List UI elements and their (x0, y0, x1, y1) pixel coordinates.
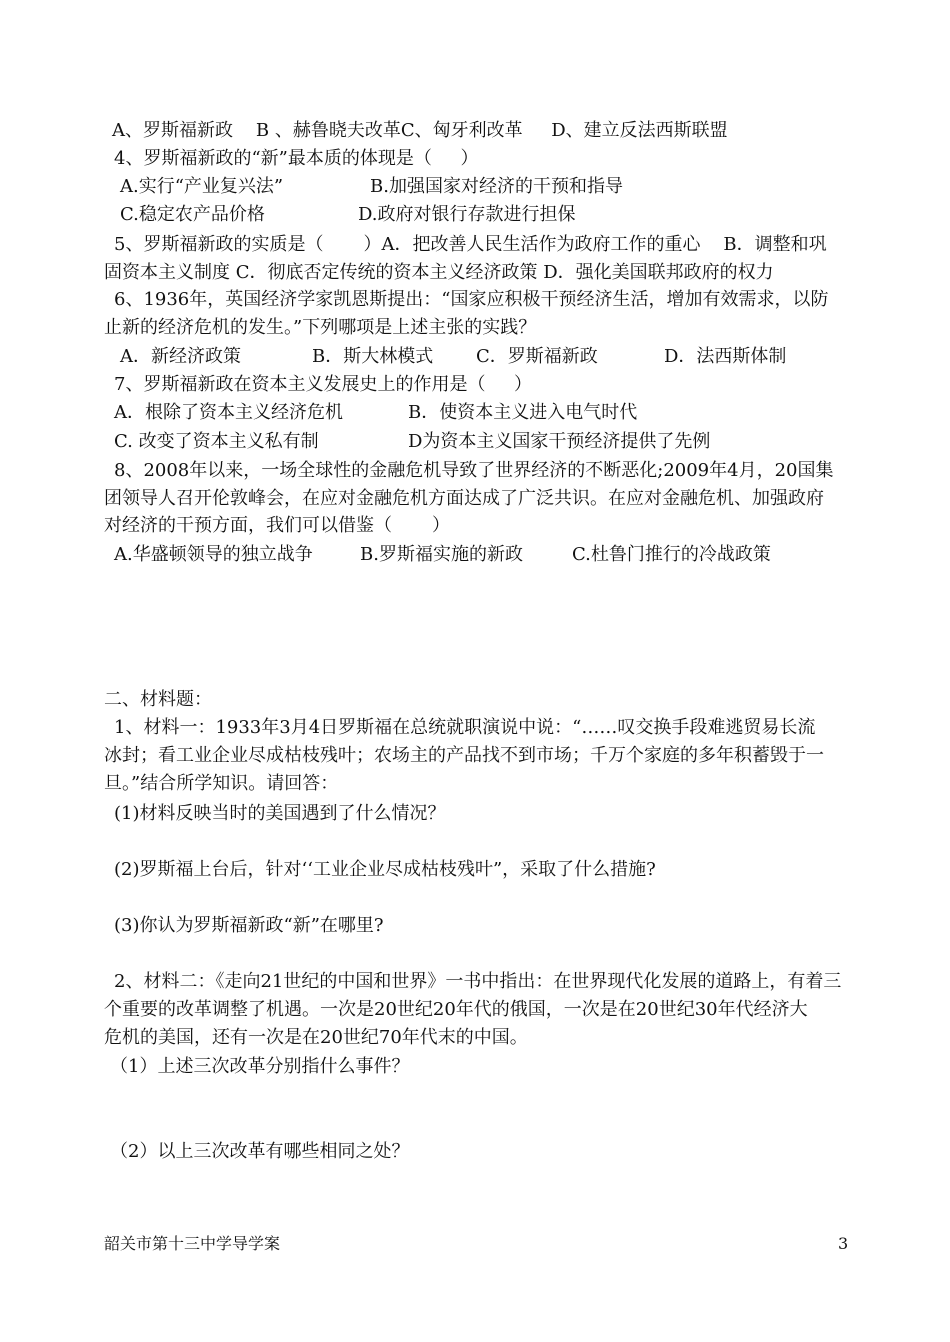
q4-option-b: B.加强国家对经济的干预和指导 (370, 176, 623, 197)
material1-line2: 冰封；看工业企业尽成枯枝残叶；农场主的产品找不到市场；千万个家庭的多年积蓄毁于一 (104, 745, 824, 766)
q4-option-d: D.政府对银行存款进行担保 (358, 204, 576, 225)
q5-line2: 固资本主义制度 C．彻底否定传统的资本主义经济政策 D．强化美国联邦政府的权力 (104, 262, 774, 283)
material1-question2: (2)罗斯福上台后，针对‘‘工业企业尽成枯枝残叶”，采取了什么措施? (114, 859, 656, 880)
material2-question2: （2）以上三次改革有哪些相同之处？ (110, 1141, 410, 1162)
material-heading: 二、材料题： (104, 689, 212, 710)
q6-option-c: C．罗斯福新政 (476, 346, 598, 367)
q6-option-b: B．斯大林模式 (312, 346, 434, 367)
q8-option-c: C.杜鲁门推行的冷战政策 (572, 544, 771, 565)
material1-question1: (1)材料反映当时的美国遇到了什么情况？ (114, 803, 446, 824)
q8-line1: 8、2008年以来，一场全球性的金融危机导致了世界经济的不断恶化;2009年4月，20国集 (114, 460, 834, 481)
material2-line2: 个重要的改革调整了机遇。一次是20世纪20年代的俄国，一次是在20世纪30年代经济大 (104, 999, 808, 1020)
q7-stem: 7、罗斯福新政在资本主义发展史上的作用是（ ） (114, 374, 533, 395)
material2-line1: 2、材料二：《走向21世纪的中国和世界》一书中指出：在世界现代化发展的道路上，有着三 (114, 971, 842, 992)
q8-line2: 团领导人召开伦敦峰会，在应对金融危机方面达成了广泛共识。在应对金融危机、加强政府 (104, 488, 824, 509)
material2-line3: 危机的美国，还有一次是在20世纪70年代末的中国。 (104, 1027, 528, 1048)
material2-question1: （1）上述三次改革分别指什么事件？ (110, 1056, 410, 1077)
page-number: 3 (838, 1234, 849, 1253)
footer-school: 韶关市第十三中学导学案 (104, 1234, 281, 1253)
material1-line1: 1、材料一：1933年3月4日罗斯福在总统就职演说中说：“……叹交换手段难逃贸易长流 (114, 717, 816, 738)
q7-option-c: C. 改变了资本主义私有制 (114, 431, 319, 452)
q8-option-a: A.华盛顿领导的独立战争 (114, 544, 313, 565)
q8-option-b: B.罗斯福实施的新政 (360, 544, 523, 565)
material1-question3: (3)你认为罗斯福新政“新”在哪里? (114, 915, 384, 936)
q7-option-d: D为资本主义国家干预经济提供了先例 (408, 431, 711, 452)
q4-option-c: C.稳定农产品价格 (120, 204, 265, 225)
q6-line2: 止新的经济危机的发生。”下列哪项是上述主张的实践？ (104, 317, 537, 338)
q7-option-a: A．根除了资本主义经济危机 (114, 402, 343, 423)
q4-option-a: A.实行“产业复兴法” (120, 176, 284, 197)
q5-line1: 5、罗斯福新政的实质是（ ）A．把改善人民生活作为政府工作的重心 B．调整和巩 (114, 234, 827, 255)
q3-options: A、罗斯福新政 B 、赫鲁晓夫改革C、匈牙利改革 D、建立反法西斯联盟 (112, 120, 728, 141)
q4-stem: 4、罗斯福新政的“新”最本质的体现是（ ） (114, 148, 479, 169)
q6-option-a: A．新经济政策 (120, 346, 241, 367)
q6-option-d: D．法西斯体制 (664, 346, 787, 367)
material1-line3: 旦。”结合所学知识。请回答： (104, 773, 339, 794)
q8-line3: 对经济的干预方面，我们可以借鉴（ ） (104, 515, 451, 536)
q7-option-b: B．使资本主义进入电气时代 (408, 402, 638, 423)
q6-line1: 6、1936年，英国经济学家凯恩斯提出：“国家应积极干预经济生活，增加有效需求，以防 (114, 289, 829, 310)
